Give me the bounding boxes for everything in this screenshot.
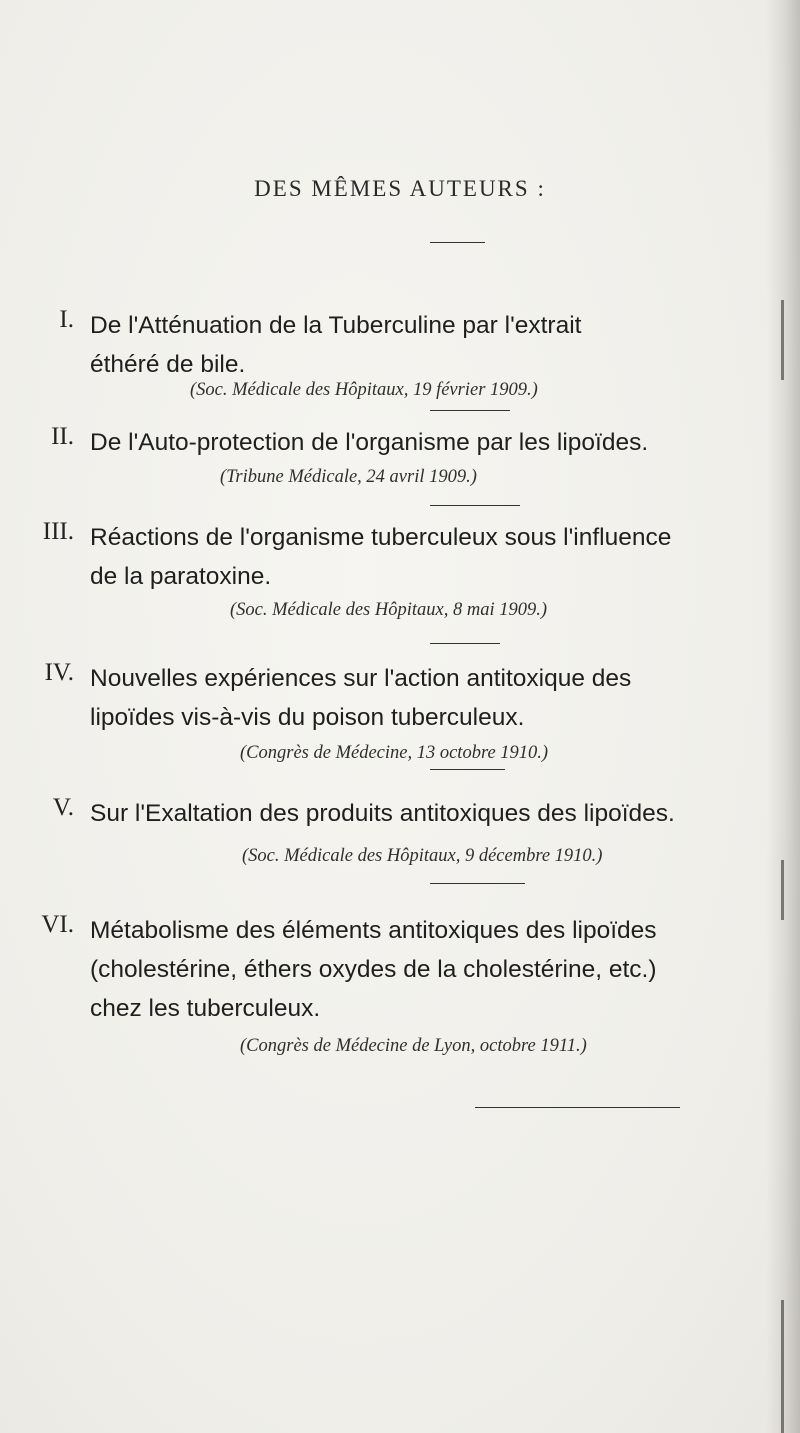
entry-title: Métabolisme des éléments antitoxiques des lipoïdes (cholestérine, éthers oxydes de la cholestérine, etc.) chez les tuberculeux. [90, 917, 657, 1022]
entry-number: II. [51, 423, 74, 450]
separator-rule [430, 505, 520, 506]
entry-source: (Congrès de Médecine, 13 octobre 1910.) [240, 743, 549, 763]
entry-title: De l'Atténuation de la Tuberculine par l'extrait éthéré de bile. [90, 312, 582, 378]
entry-number: IV. [44, 659, 74, 686]
entry-source: (Tribune Médicale, 24 avril 1909.) [220, 467, 477, 487]
entry-title: Nouvelles expériences sur l'action antitoxique des lipoïdes vis-à-vis du poison tuberculeux. [90, 665, 632, 731]
page-edge-mark [781, 1300, 784, 1433]
closing-rule [475, 1107, 680, 1108]
page-heading: DES MÊMES AUTEURS : [254, 176, 546, 201]
entry-source: (Soc. Médicale des Hôpitaux, 8 mai 1909.) [230, 600, 547, 620]
separator-rule [430, 643, 500, 644]
entry-source: (Soc. Médicale des Hôpitaux, 19 février 1909.) [190, 380, 538, 400]
heading-rule [430, 242, 485, 243]
entry-number: III. [42, 518, 74, 545]
separator-rule [430, 883, 525, 884]
entry-number: VI. [41, 911, 74, 938]
entry-source: (Congrès de Médecine de Lyon, octobre 1911.) [240, 1036, 587, 1056]
entry-title: Réactions de l'organisme tuberculeux sous l'influence de la paratoxine. [90, 524, 672, 590]
entry-number: I. [59, 306, 74, 333]
entry-title: De l'Auto-protection de l'organisme par les lipoïdes. [90, 429, 649, 456]
entry-source: (Soc. Médicale des Hôpitaux, 9 décembre 1910.) [242, 846, 603, 866]
separator-rule [430, 410, 510, 411]
separator-rule [430, 769, 505, 770]
entry-title: Sur l'Exaltation des produits antitoxiques des lipoïdes. [90, 800, 675, 827]
entry-number: V. [52, 794, 74, 821]
